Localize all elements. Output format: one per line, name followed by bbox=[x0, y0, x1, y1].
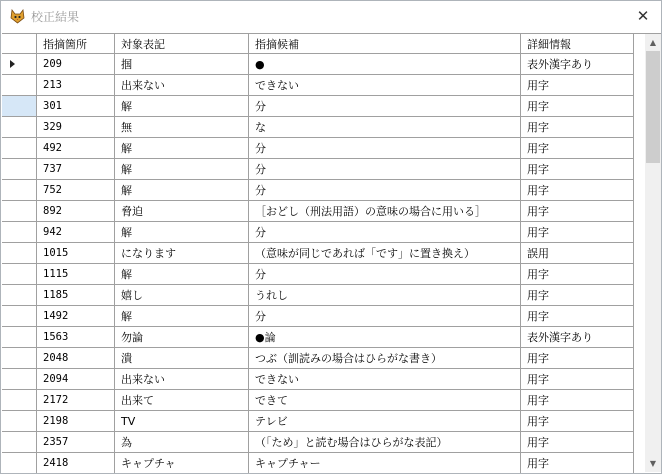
cell-location[interactable]: 737 bbox=[37, 159, 115, 180]
row-header[interactable] bbox=[2, 390, 37, 411]
table-row[interactable] bbox=[2, 348, 634, 369]
table-row[interactable] bbox=[2, 138, 634, 159]
row-header[interactable] bbox=[2, 54, 37, 75]
row-header-corner bbox=[2, 34, 37, 54]
cell-target[interactable]: キャプチャ bbox=[115, 453, 249, 474]
cell-target[interactable]: になります bbox=[115, 243, 249, 264]
cell-detail[interactable]: 用字 bbox=[521, 369, 634, 390]
column-header-target[interactable]: 対象表記 bbox=[115, 34, 249, 54]
row-header[interactable] bbox=[2, 432, 37, 453]
cell-location[interactable]: 209 bbox=[37, 54, 115, 75]
cell-location[interactable]: 1492 bbox=[37, 306, 115, 327]
row-header[interactable] bbox=[2, 117, 37, 138]
cell-target[interactable]: 解 bbox=[115, 264, 249, 285]
cell-location[interactable]: 942 bbox=[37, 222, 115, 243]
cell-candidate[interactable]: 分 bbox=[249, 180, 521, 201]
table-row[interactable] bbox=[2, 117, 634, 138]
cell-location[interactable]: 1115 bbox=[37, 264, 115, 285]
table-row[interactable] bbox=[2, 306, 634, 327]
cell-location[interactable]: 2094 bbox=[37, 369, 115, 390]
table-row[interactable] bbox=[2, 327, 634, 348]
cell-detail[interactable]: 表外漢字あり bbox=[521, 327, 634, 348]
scroll-thumb[interactable] bbox=[646, 51, 660, 163]
cell-candidate[interactable]: ● bbox=[249, 54, 521, 75]
row-header[interactable] bbox=[2, 201, 37, 222]
row-header[interactable] bbox=[2, 222, 37, 243]
cell-target[interactable]: 勿論 bbox=[115, 327, 249, 348]
cell-location[interactable]: 1185 bbox=[37, 285, 115, 306]
cell-detail[interactable]: 用字 bbox=[521, 201, 634, 222]
cell-target[interactable]: 出来ない bbox=[115, 369, 249, 390]
row-header[interactable] bbox=[2, 327, 37, 348]
row-header[interactable] bbox=[2, 306, 37, 327]
cell-target[interactable]: 掴 bbox=[115, 54, 249, 75]
cell-location[interactable]: 1563 bbox=[37, 327, 115, 348]
cell-target[interactable]: 為 bbox=[115, 432, 249, 453]
cell-detail[interactable]: 用字 bbox=[521, 264, 634, 285]
table-row[interactable] bbox=[2, 243, 634, 264]
cell-candidate[interactable]: 分 bbox=[249, 159, 521, 180]
cell-detail[interactable]: 用字 bbox=[521, 411, 634, 432]
cell-detail[interactable]: 用字 bbox=[521, 180, 634, 201]
row-header[interactable] bbox=[2, 75, 37, 96]
cell-candidate[interactable]: 分 bbox=[249, 264, 521, 285]
row-header[interactable] bbox=[2, 285, 37, 306]
table-row[interactable] bbox=[2, 432, 634, 453]
triangle-right-icon bbox=[10, 60, 15, 68]
column-header-location[interactable]: 指摘箇所 bbox=[37, 34, 115, 54]
vertical-scrollbar[interactable] bbox=[645, 34, 661, 472]
row-header[interactable] bbox=[2, 138, 37, 159]
cell-candidate[interactable]: （「ため」と読む場合はひらがな表記） bbox=[249, 432, 521, 453]
arrow-down-icon[interactable]: ▼ bbox=[649, 459, 657, 468]
table-row[interactable] bbox=[2, 96, 634, 117]
arrow-up-icon[interactable]: ▲ bbox=[649, 38, 657, 47]
cell-target[interactable]: TV bbox=[115, 411, 249, 432]
cell-detail[interactable]: 用字 bbox=[521, 348, 634, 369]
cell-candidate[interactable]: ●論 bbox=[249, 327, 521, 348]
row-header[interactable] bbox=[2, 264, 37, 285]
cell-location[interactable]: 2418 bbox=[37, 453, 115, 474]
cell-detail[interactable]: 表外漢字あり bbox=[521, 54, 634, 75]
table-row[interactable] bbox=[2, 411, 634, 432]
cell-detail[interactable]: 用字 bbox=[521, 159, 634, 180]
cell-location[interactable]: 2198 bbox=[37, 411, 115, 432]
cell-candidate[interactable]: ［おどし（刑法用語）の意味の場合に用いる］ bbox=[249, 201, 521, 222]
row-header[interactable] bbox=[2, 180, 37, 201]
cell-candidate[interactable]: 分 bbox=[249, 222, 521, 243]
table-row[interactable] bbox=[2, 159, 634, 180]
results-grid[interactable] bbox=[2, 33, 661, 473]
cell-detail[interactable]: 用字 bbox=[521, 306, 634, 327]
cell-candidate[interactable]: うれし bbox=[249, 285, 521, 306]
cell-candidate[interactable]: できない bbox=[249, 369, 521, 390]
row-header[interactable] bbox=[2, 411, 37, 432]
cell-target[interactable]: 脅迫 bbox=[115, 201, 249, 222]
column-header-detail[interactable]: 詳細情報 bbox=[521, 34, 634, 54]
cell-candidate[interactable]: テレビ bbox=[249, 411, 521, 432]
cell-target[interactable]: 嬉し bbox=[115, 285, 249, 306]
cell-detail[interactable]: 用字 bbox=[521, 75, 634, 96]
cell-location[interactable]: 2048 bbox=[37, 348, 115, 369]
cell-target[interactable]: 解 bbox=[115, 138, 249, 159]
row-header[interactable] bbox=[2, 369, 37, 390]
cell-location[interactable]: 213 bbox=[37, 75, 115, 96]
cell-candidate[interactable]: 分 bbox=[249, 138, 521, 159]
column-header-row bbox=[2, 34, 634, 54]
table-row[interactable] bbox=[2, 54, 634, 75]
cell-detail[interactable]: 用字 bbox=[521, 138, 634, 159]
cell-detail[interactable]: 用字 bbox=[521, 96, 634, 117]
cell-target[interactable]: 出来て bbox=[115, 390, 249, 411]
row-header[interactable] bbox=[2, 96, 37, 117]
table-row[interactable] bbox=[2, 285, 634, 306]
cell-candidate[interactable]: 分 bbox=[249, 96, 521, 117]
cell-detail[interactable]: 用字 bbox=[521, 285, 634, 306]
table-row[interactable] bbox=[2, 390, 634, 411]
table-row[interactable] bbox=[2, 369, 634, 390]
cell-detail[interactable]: 用字 bbox=[521, 117, 634, 138]
cell-detail[interactable]: 用字 bbox=[521, 390, 634, 411]
cell-target[interactable]: 出来ない bbox=[115, 75, 249, 96]
cell-target[interactable]: 解 bbox=[115, 96, 249, 117]
row-header[interactable] bbox=[2, 159, 37, 180]
cell-target[interactable]: 無 bbox=[115, 117, 249, 138]
cell-candidate[interactable]: できて bbox=[249, 390, 521, 411]
cell-location[interactable]: 2357 bbox=[37, 432, 115, 453]
cell-target[interactable]: 潰 bbox=[115, 348, 249, 369]
cell-location[interactable]: 1015 bbox=[37, 243, 115, 264]
cell-candidate[interactable]: 分 bbox=[249, 306, 521, 327]
close-button[interactable]: ✕ bbox=[636, 7, 650, 25]
cell-candidate[interactable]: できない bbox=[249, 75, 521, 96]
cell-detail[interactable]: 用字 bbox=[521, 222, 634, 243]
cell-candidate[interactable]: つぶ（訓読みの場合はひらがな書き） bbox=[249, 348, 521, 369]
table-row[interactable] bbox=[2, 222, 634, 243]
cell-target[interactable]: 解 bbox=[115, 159, 249, 180]
cell-location[interactable]: 329 bbox=[37, 117, 115, 138]
window-title: 校正結果 bbox=[31, 10, 80, 24]
cell-target[interactable]: 解 bbox=[115, 222, 249, 243]
cell-location[interactable]: 301 bbox=[37, 96, 115, 117]
table-row[interactable] bbox=[2, 264, 634, 285]
cell-target[interactable]: 解 bbox=[115, 180, 249, 201]
table-row[interactable] bbox=[2, 453, 634, 474]
cat-face-icon bbox=[10, 9, 25, 24]
cell-location[interactable]: 892 bbox=[37, 201, 115, 222]
cell-candidate[interactable]: な bbox=[249, 117, 521, 138]
cell-detail[interactable]: 用字 bbox=[521, 453, 634, 474]
table-row[interactable] bbox=[2, 180, 634, 201]
cell-candidate[interactable]: （意味が同じであれば「です」に置き換え） bbox=[249, 243, 521, 264]
row-header[interactable] bbox=[2, 348, 37, 369]
cell-target[interactable]: 解 bbox=[115, 306, 249, 327]
column-header-candidate[interactable]: 指摘候補 bbox=[249, 34, 521, 54]
row-header[interactable] bbox=[2, 453, 37, 474]
title-bar[interactable] bbox=[1, 1, 661, 31]
row-header[interactable] bbox=[2, 243, 37, 264]
cell-location[interactable]: 752 bbox=[37, 180, 115, 201]
cell-location[interactable]: 2172 bbox=[37, 390, 115, 411]
cell-candidate[interactable]: キャプチャー bbox=[249, 453, 521, 474]
table-row[interactable] bbox=[2, 201, 634, 222]
cell-detail[interactable]: 誤用 bbox=[521, 243, 634, 264]
cell-detail[interactable]: 用字 bbox=[521, 432, 634, 453]
cell-location[interactable]: 492 bbox=[37, 138, 115, 159]
table-row[interactable] bbox=[2, 75, 634, 96]
